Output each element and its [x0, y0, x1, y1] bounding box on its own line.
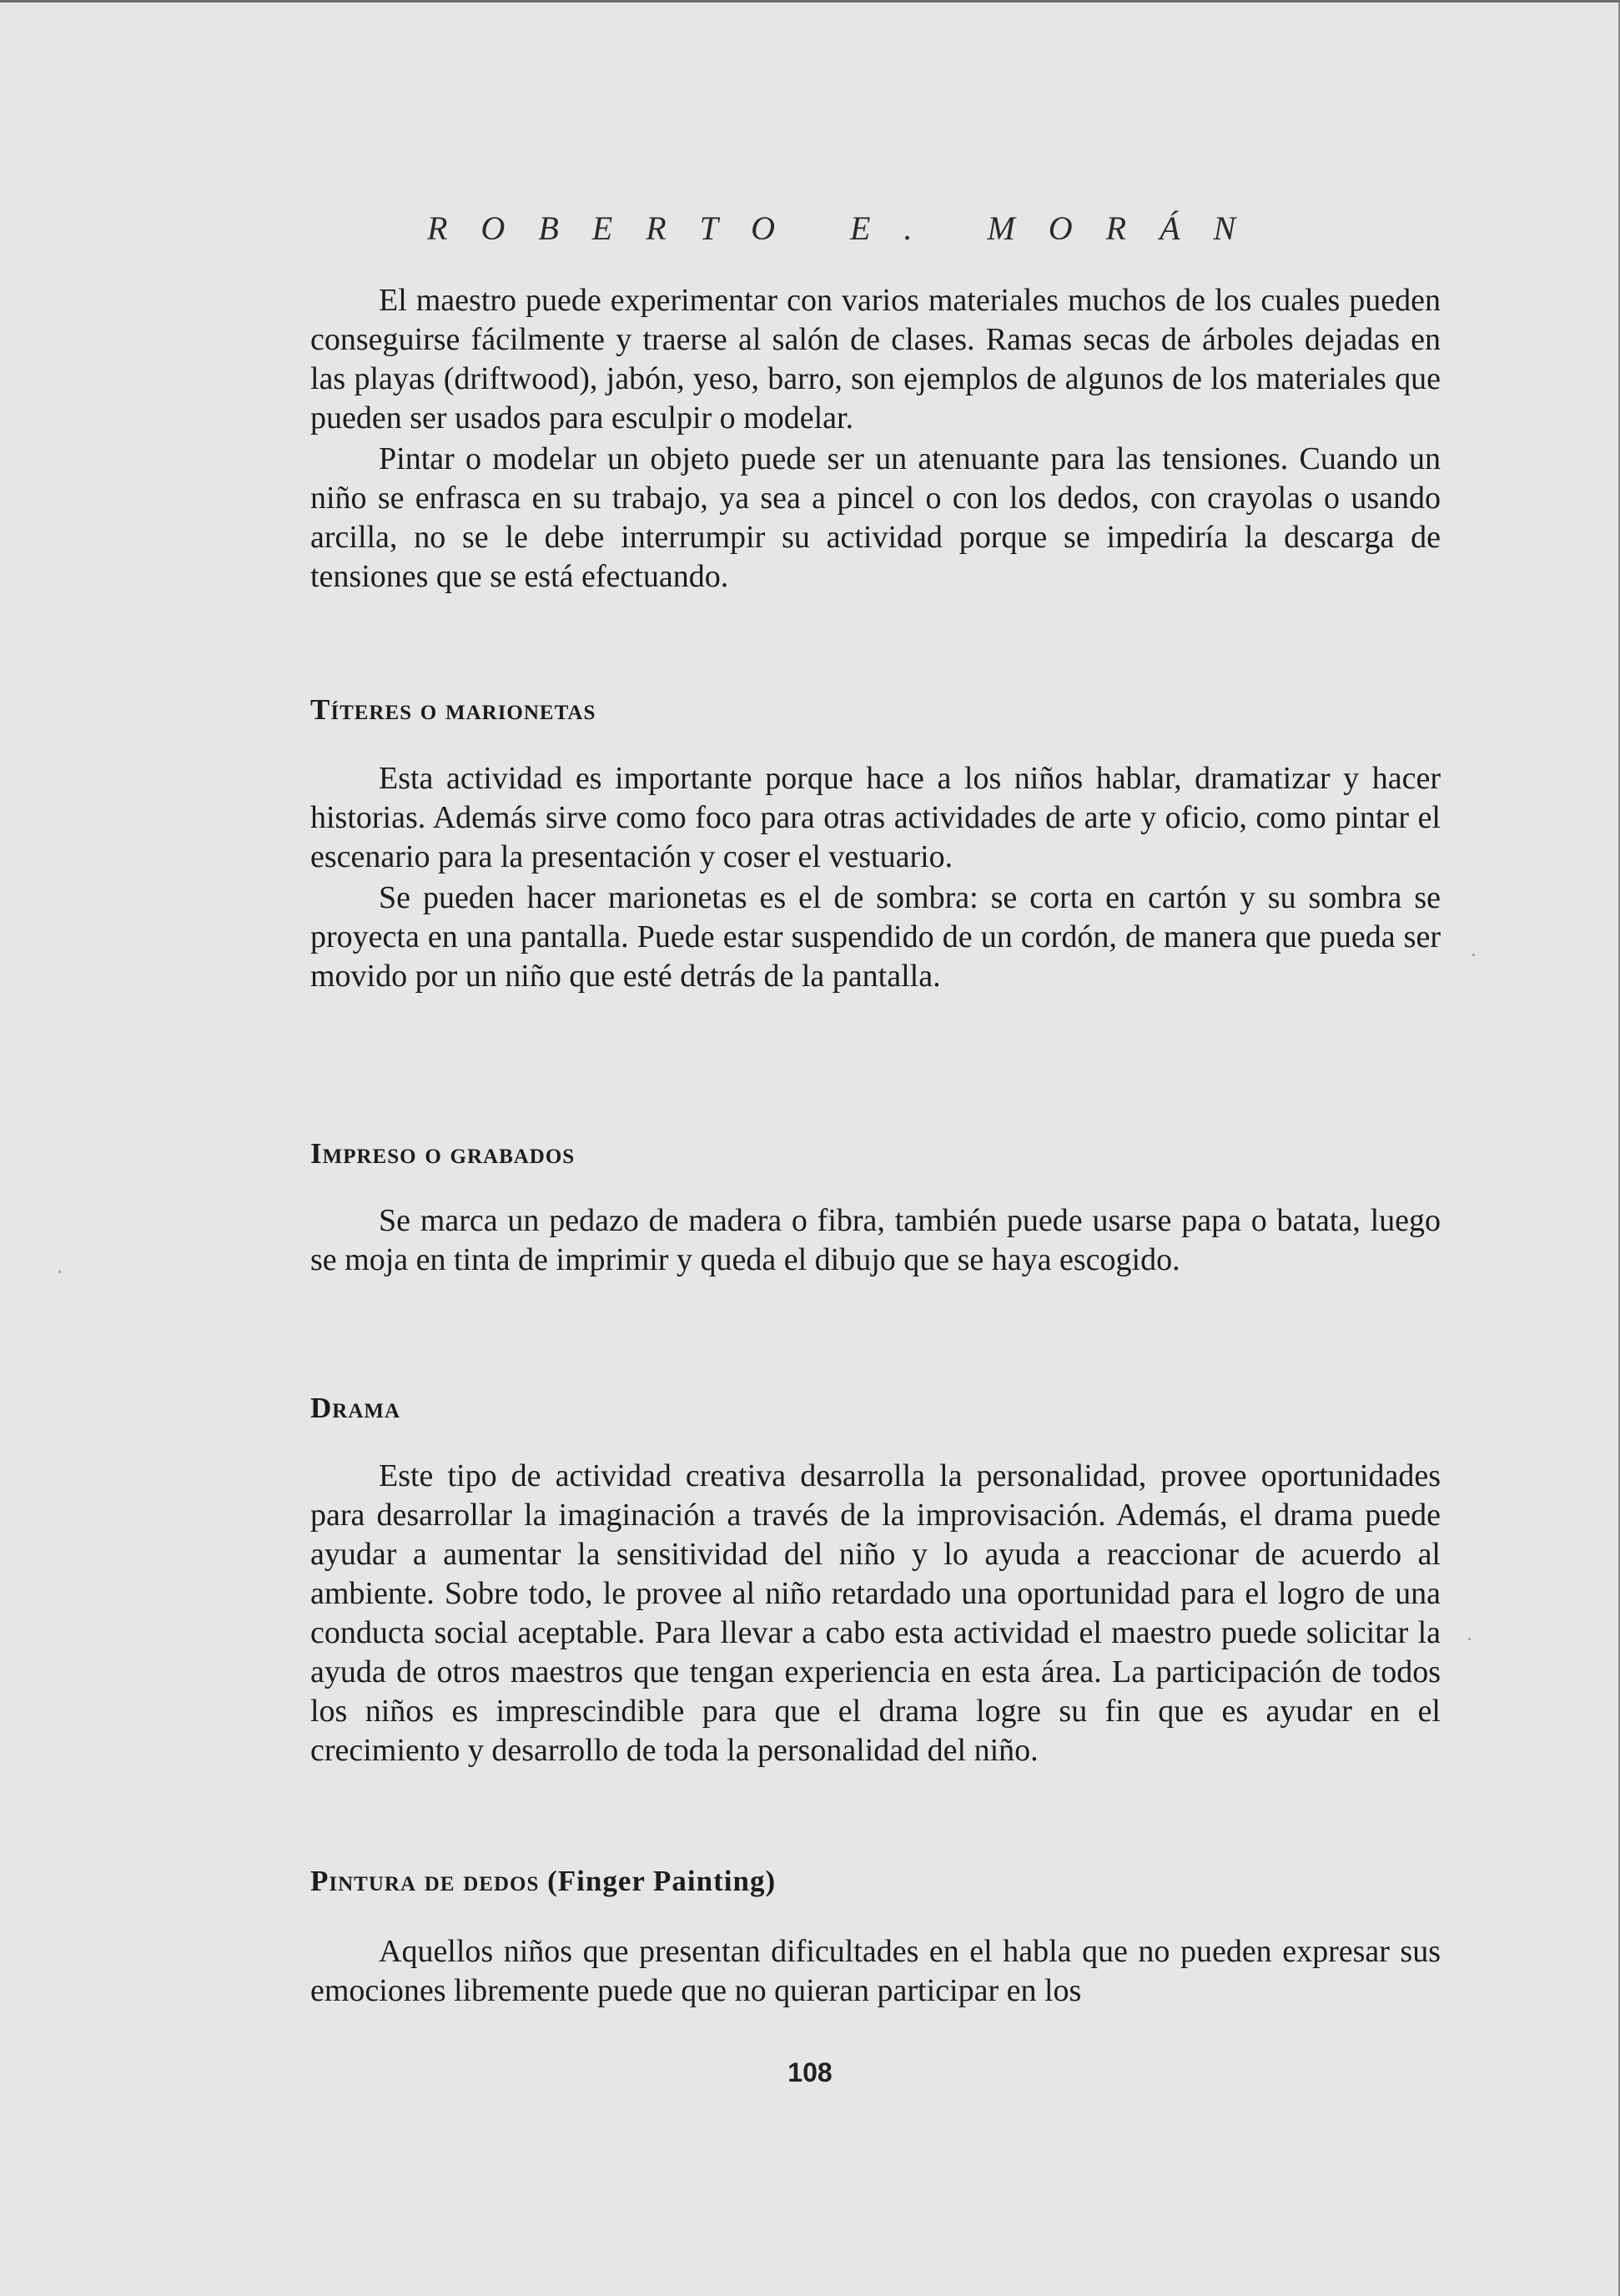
heading-pintura-suffix: (Finger Painting)	[547, 1865, 777, 1897]
heading-drama: Drama	[310, 1392, 401, 1424]
page-number: 108	[787, 2057, 833, 2087]
paragraph-drama: Este tipo de actividad creativa desarrolla la personalidad, provee oportunidades para desarrollar la imaginación a través de la improvisación. Además, el drama puede ayudar a aumentar la sensitividad del niño y lo ayuda a reaccionar de acuerdo al ambiente. Sobre todo, le provee al niño retardado una oportunidad para el logro de una conducta social aceptable. Para llevar a cabo esta actividad el maestro puede solicitar la ayuda de otros maestros que tengan experiencia en esta área. La participación de todos los niños es imprescindible para que el drama logre su fin que es ayudar en el crecimiento y desarrollo de toda la personalidad del niño.	[310, 1458, 1441, 1768]
section-intro	[310, 281, 1441, 597]
section-impreso	[310, 1201, 1441, 1280]
section-drama	[310, 1457, 1441, 1770]
heading-pintura	[310, 1865, 776, 1898]
paragraph-shadow-puppets: Se pueden hacer marionetas es el de sombra: se corta en cartón y su sombra se proyecta en una pantalla. Puede estar suspendido de un cordón, de manera que pueda ser movido por un niño que esté detrás de la pantalla.	[310, 880, 1441, 994]
section-titeres	[310, 759, 1441, 996]
paragraph-materials: El maestro puede experimentar con varios materiales muchos de los cuales pueden conseguirse fácilmente y traerse al salón de clases. Ramas secas de árboles dejadas en las playas (driftwood), jabón, yeso, barro, son ejemplos de algunos de los materiales que pueden ser usados para esculpir o modelar.	[310, 283, 1441, 436]
paper-speck	[1468, 1638, 1471, 1640]
paragraph-tensions: Pintar o modelar un objeto puede ser un atenuante para las tensiones. Cuando un niño se enfrasca en su trabajo, ya sea a pincel o con los dedos, con crayolas o usando arcilla, no se le debe interrumpir su actividad porque se impediría la descarga de tensiones que se está efectuando.	[310, 441, 1441, 594]
paragraph-impreso: Se marca un pedazo de madera o fibra, también puede usarse papa o batata, luego se moja en tinta de imprimir y queda el dibujo que se haya escogido.	[310, 1203, 1441, 1277]
paragraph-pintura: Aquellos niños que presentan dificultades en el habla que no pueden expresar sus emociones libremente puede que no quieran participar en los	[310, 1934, 1441, 2008]
paper-speck	[58, 1271, 61, 1273]
heading-impreso: Impreso o grabados	[310, 1137, 576, 1170]
paper-speck	[1472, 954, 1475, 956]
section-pintura	[310, 1932, 1441, 2011]
running-head: ROBERTO E. MORÁN	[427, 209, 1270, 247]
heading-pintura-label: Pintura de dedos	[310, 1865, 540, 1897]
paragraph-titeres-activity: Esta actividad es importante porque hace a los niños hablar, dramatizar y hacer historias. Además sirve como foco para otras actividades de arte y oficio, como pintar el escenario para la presentación y coser el vestuario.	[310, 761, 1441, 874]
heading-titeres: Títeres o marionetas	[310, 693, 596, 726]
